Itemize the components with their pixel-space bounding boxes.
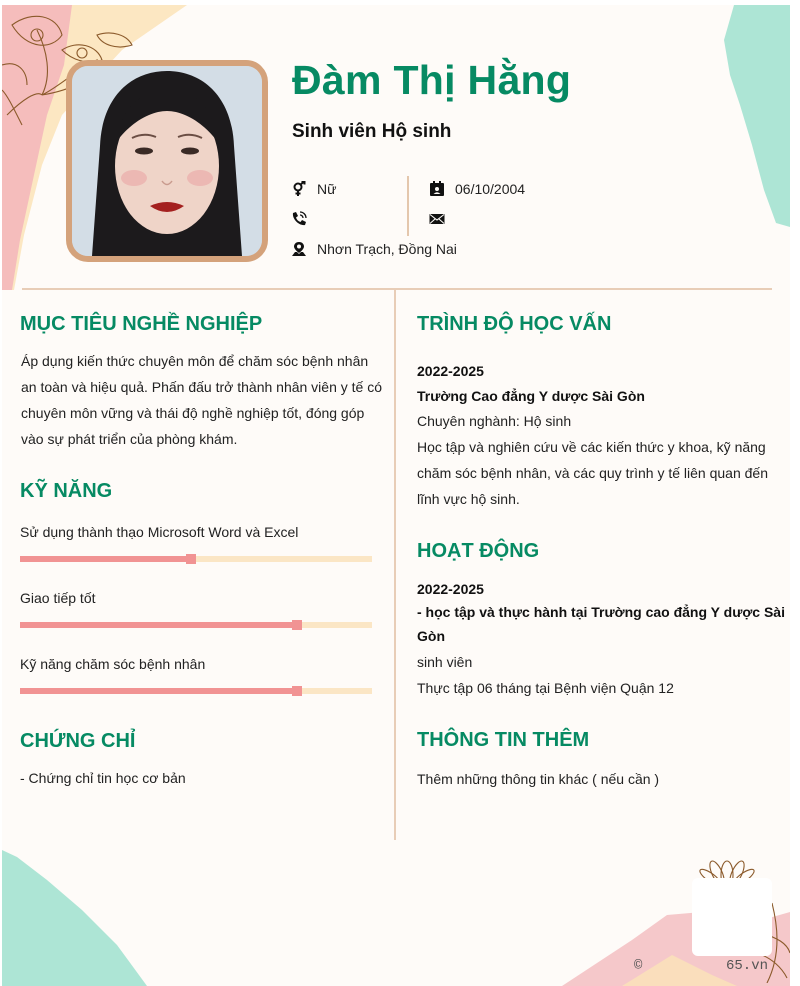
copyright-symbol: © [634, 958, 643, 974]
education-major: Chuyên nghành: Hộ sinh [417, 413, 572, 429]
education-desc-line: lĩnh vực hộ sinh. [417, 491, 520, 507]
skill-label: Giao tiếp tốt [20, 590, 96, 606]
email-icon [429, 211, 445, 227]
education-description [417, 434, 768, 512]
column-divider [394, 290, 396, 840]
certificate-item: - Chứng chỉ tin học cơ bản [20, 770, 186, 786]
education-period: 2022-2025 [417, 363, 484, 379]
skill-bar-knob [292, 620, 302, 630]
skill-bar-fill [20, 622, 298, 628]
email-info [429, 211, 455, 227]
gender-value: Nữ [317, 181, 337, 197]
site-suffix: 65.vn [726, 958, 769, 974]
education-desc-line: chăm sóc bệnh nhân, và các quy trình y tế liên quan đến [417, 465, 769, 481]
candidate-role: Sinh viên Hộ sinh [292, 121, 452, 142]
phone-info [291, 211, 317, 227]
extra-info-text: Thêm những thông tin khác ( nếu cần ) [417, 771, 660, 787]
activities-headline-line: - học tập và thực hành tại Trường cao đẳng Y dược Sài [417, 604, 785, 620]
watermark-cover-box [692, 878, 772, 956]
objective-line: an toàn và hiệu quả. Phấn đấu trở thành nhân viên y tế có [21, 379, 382, 395]
location-icon [291, 241, 307, 257]
activities-position: sinh viên [417, 654, 473, 670]
activities-title: HOẠT ĐỘNG [417, 540, 540, 562]
portrait-illustration [72, 66, 262, 256]
skill-bar-fill [20, 688, 298, 694]
contact-divider [407, 176, 409, 236]
gender-icon [291, 181, 307, 197]
header-divider [22, 288, 772, 290]
birthday-info [429, 181, 525, 197]
address-info [291, 241, 457, 257]
activities-headline-line: Gòn [417, 628, 445, 644]
skill-bar-word-excel [20, 556, 372, 562]
extra-info-title: THÔNG TIN THÊM [417, 729, 590, 751]
candidate-name: Đàm Thị Hằng [292, 57, 572, 103]
education-title: TRÌNH ĐỘ HỌC VẤN [417, 313, 612, 335]
skill-label: Kỹ năng chăm sóc bệnh nhân [20, 656, 206, 672]
gender-info [291, 181, 336, 197]
skill-bar-fill [20, 556, 192, 562]
watercolor-top-right-decoration [714, 5, 790, 230]
cv-page [2, 5, 790, 986]
activities-period: 2022-2025 [417, 581, 484, 597]
objective-line: chuyên môn vững và thái độ nghề nghiệp tốt, đóng góp [21, 405, 365, 421]
skills-title: KỸ NĂNG [20, 480, 113, 502]
address-value: Nhơn Trạch, Đồng Nai [317, 241, 457, 257]
skill-bar-communication [20, 622, 372, 628]
objective-line: Áp dụng kiến thức chuyên môn để chăm sóc bệnh nhân [21, 353, 369, 369]
activities-headline [417, 600, 785, 648]
skill-bar-knob [186, 554, 196, 564]
calendar-icon [429, 181, 445, 197]
skill-bar-patient-care [20, 688, 372, 694]
watercolor-bottom-left-decoration [2, 845, 162, 986]
objective-text [21, 348, 382, 452]
skill-label: Sử dụng thành thạo Microsoft Word và Excel [20, 524, 299, 540]
certificates-title: CHỨNG CHỈ [20, 730, 136, 752]
education-desc-line: Học tập và nghiên cứu về các kiến thức y khoa, kỹ năng [417, 439, 766, 455]
education-school: Trường Cao đẳng Y dược Sài Gòn [417, 388, 645, 404]
phone-icon [291, 211, 307, 227]
skill-bar-knob [292, 686, 302, 696]
objective-line: vào sự phát triển của phòng khám. [21, 431, 238, 447]
activities-detail: Thực tập 06 tháng tại Bệnh viện Quận 12 [417, 680, 674, 696]
profile-photo [66, 60, 268, 262]
objective-title: MỤC TIÊU NGHỀ NGHIỆP [20, 313, 263, 335]
birthday-value: 06/10/2004 [455, 181, 526, 197]
